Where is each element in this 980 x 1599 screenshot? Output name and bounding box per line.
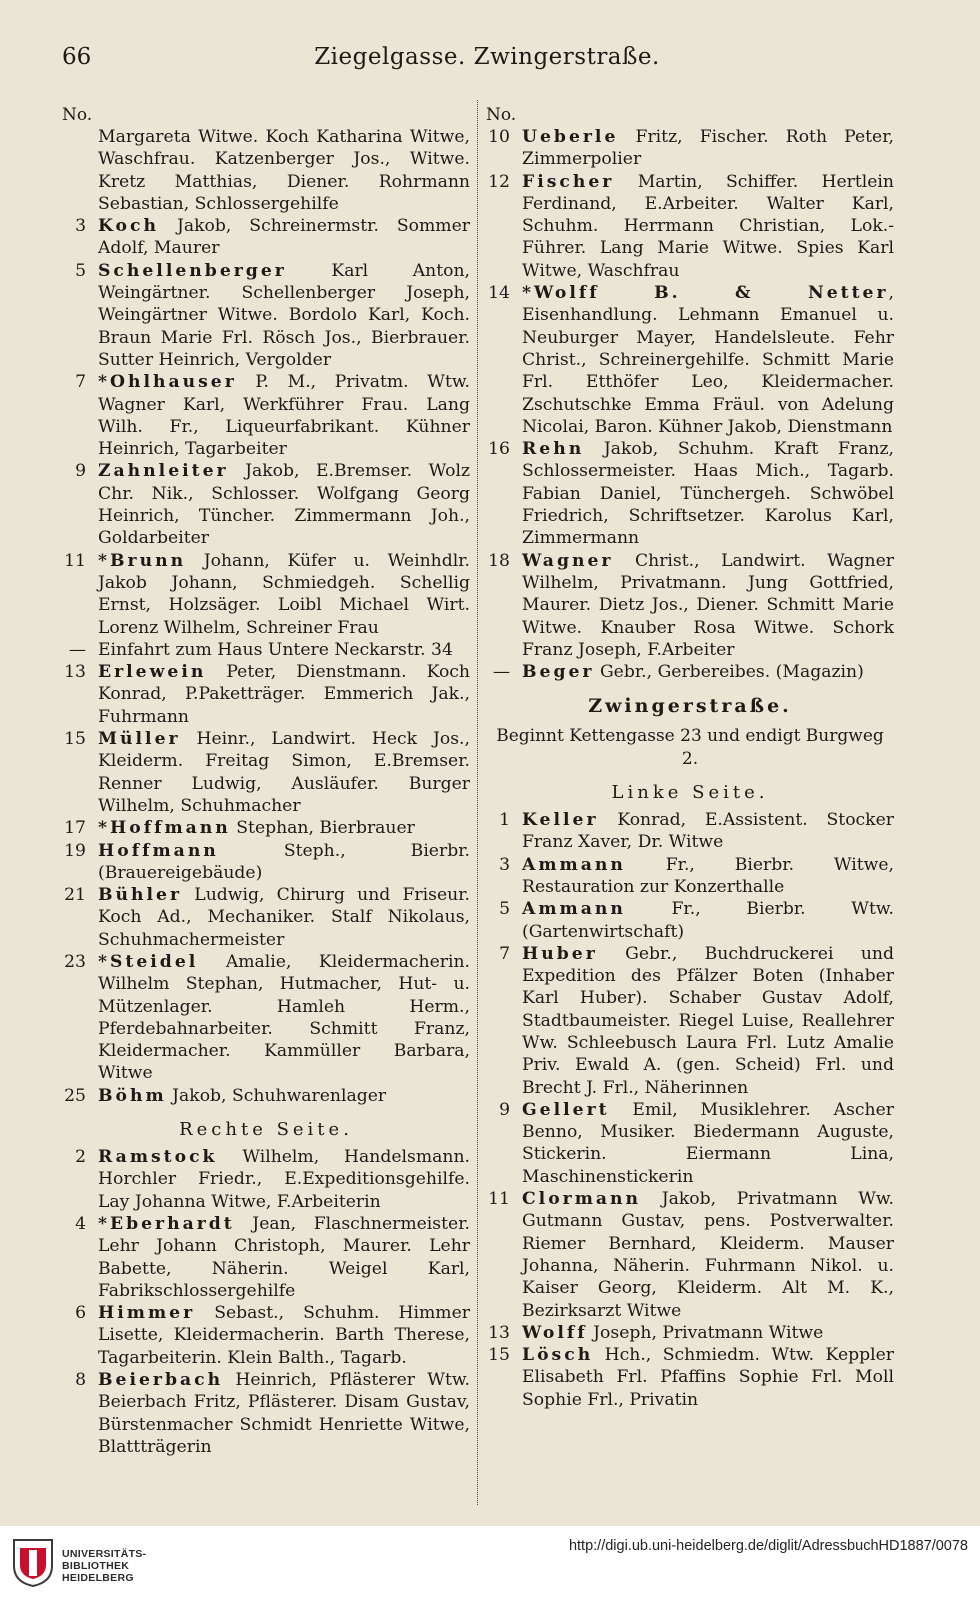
entry-text: Wilhelm, Handelsmann. Horchler Friedr., E.Expeditionsgehilfe. Lay Johanna Witwe, F.Arbeiterin <box>98 1147 470 1212</box>
house-number: 7 <box>75 372 86 393</box>
entry-lead-name: Lösch <box>522 1345 594 1366</box>
address-entry <box>62 728 470 817</box>
house-number: 15 <box>488 1345 510 1366</box>
right-entries-second <box>486 809 894 1411</box>
entry-text: Amalie, Kleidermacherin. Wilhelm Stephan, Hutmacher, Hut- u. Mützenlager. Hamleh Herm., Pferdebahnarbeiter. Schmitt Franz, Kleidermacher. Kammüller Barbara, Witwe <box>98 951 470 1084</box>
entry-lead-name: Hoffmann <box>98 840 219 861</box>
entry-lead-name: Beierbach <box>98 1370 224 1391</box>
address-entry <box>62 817 470 839</box>
entry-text: Steph., Bierbr. (Brauereigebäude) <box>98 840 470 883</box>
entry-text: Christ., Landwirt. Wagner Wilhelm, Privatmann. Jung Gottfried, Maurer. Dietz Jos., Diener. Schmitt Marie Witwe. Knauber Rosa Witwe. Schork Franz Joseph, F.Arbeiter <box>522 550 894 660</box>
entry-lead-name: *Steidel <box>98 951 199 972</box>
entry-text: Jean, Flaschnermeister. Lehr Johann Christoph, Maurer. Lehr Babette, Näherin. Weigel Karl, Fabrikschlossergehilfe <box>98 1213 470 1301</box>
entry-text: Joseph, Privatmann Witwe <box>587 1322 824 1343</box>
entry-text: Peter, Dienstmann. Koch Konrad, P.Paketträger. Emmerich Jak., Fuhrmann <box>98 662 470 727</box>
address-entry <box>62 639 470 661</box>
address-entry <box>62 1085 470 1107</box>
address-entry <box>486 1188 894 1322</box>
house-number: 21 <box>64 885 86 906</box>
entry-text: Sebast., Schuhm. Himmer Lisette, Kleidermacherin. Barth Therese, Tagarbeiterin. Klein Balth., Tagarb. <box>98 1303 470 1368</box>
footer-bar <box>0 1526 980 1599</box>
entry-lead-name: Clormann <box>522 1189 642 1210</box>
left-column <box>62 104 470 1504</box>
address-entry <box>62 1146 470 1213</box>
entry-text: Jakob, Schuhm. Kraft Franz, Schlossermeister. Haas Mich., Tagarb. Fabian Daniel, Tünchergeh. Schwöbel Friedrich, Schriftsetzer. Karolus Karl, Zimmermann <box>522 439 894 549</box>
house-number: 15 <box>64 729 86 750</box>
entry-text: Jakob, Privatmann Ww. Gutmann Gustav, pens. Postverwalter. Riemer Bernhard, Kleiderm. Mauser Johanna, Näherin. Fuhrmann Nikol. u. Kaiser Georg, Kleiderm. Alt M. K., Bezirksarzt Witwe <box>522 1189 894 1321</box>
logo-line: BIBLIOTHEK <box>62 1560 130 1572</box>
entry-text: Fr., Bierbr. Wtw. (Gartenwirtschaft) <box>522 899 894 942</box>
address-entry <box>486 661 894 683</box>
house-number: 9 <box>499 1099 510 1120</box>
left-entries-second <box>62 1146 470 1458</box>
entry-lead-name: Fischer <box>522 171 615 192</box>
address-entry <box>486 126 894 171</box>
entry-lead-name: Koch <box>98 216 159 237</box>
entry-text: Ludwig, Chirurg und Friseur. Koch Ad., Mechaniker. Stalf Nikolaus, Schuhmachermeister <box>98 885 470 950</box>
address-entry <box>62 1213 470 1302</box>
number-label: No. <box>486 105 517 125</box>
street-description: Beginnt Kettengasse 23 und endigt Burgweg 2. <box>496 726 884 769</box>
entry-lead-name: Himmer <box>98 1303 196 1324</box>
entry-text: P. M., Privatm. Wtw. Wagner Karl, Werkführer Frau. Lang Wilh. Fr., Liqueurfabrikant. Kühner Heinrich, Tagarbeiter <box>98 372 470 460</box>
house-number: 16 <box>488 439 510 460</box>
entry-text: Fritz, Fischer. Roth Peter, Zimmerpolier <box>522 127 894 170</box>
house-number: — <box>68 639 86 660</box>
address-entry <box>62 371 470 460</box>
number-label: No. <box>62 105 93 125</box>
entry-text: Stephan, Bierbrauer <box>230 818 415 839</box>
entry-lead-name: Ammann <box>522 854 626 875</box>
side-title-right: Rechte Seite. <box>179 1119 353 1141</box>
address-entry <box>62 1369 470 1458</box>
house-number: — <box>492 662 510 683</box>
address-entry <box>486 171 894 282</box>
address-entry <box>486 854 894 899</box>
address-entry <box>486 1099 894 1188</box>
address-entry <box>486 1322 894 1344</box>
entry-lead-name: Keller <box>522 810 599 831</box>
entry-lead-name: Ueberle <box>522 127 619 147</box>
logo-line: UNIVERSITÄTS- <box>62 1548 147 1560</box>
left-entries <box>62 126 470 1107</box>
house-number: 5 <box>75 260 86 281</box>
entry-lead-name: Beger <box>522 662 595 683</box>
entry-text: Heinr., Landwirt. Heck Jos., Kleiderm. Freitag Simon, E.Bremser. Renner Ludwig, Ausläufer. Burger Wilhelm, Schuhmacher <box>98 729 470 816</box>
house-number: 23 <box>64 951 86 972</box>
page-number: 66 <box>62 44 92 70</box>
logo-line: HEIDELBERG <box>62 1572 134 1584</box>
address-entry <box>486 550 894 661</box>
entry-lead-name: Böhm <box>98 1085 167 1106</box>
entry-text: Hch., Schmiedm. Wtw. Keppler Elisabeth Frl. Pfaffins Sophie Frl. Moll Sophie Frl., Privatin <box>522 1345 894 1410</box>
house-number: 5 <box>499 899 510 920</box>
entry-lead-name: Huber <box>522 943 598 964</box>
entry-text: Einfahrt zum Haus Untere Neckarstr. 34 <box>98 639 453 660</box>
house-number: 4 <box>75 1213 86 1234</box>
address-entry <box>62 951 470 1085</box>
street-title: Zwingerstraße. <box>588 695 792 718</box>
house-number: 8 <box>75 1370 86 1391</box>
entry-text: Johann, Küfer u. Weinhdlr. Jakob Johann, Schmiedgeh. Schellig Ernst, Holzsäger. Loibl Michael Wirt. Lorenz Wilhelm, Schreiner Frau <box>98 550 470 638</box>
house-number: 9 <box>75 461 86 482</box>
house-number: 2 <box>75 1147 86 1168</box>
house-number: 17 <box>64 818 86 839</box>
address-entry <box>62 661 470 728</box>
entry-lead-name: Erlewein <box>98 662 207 683</box>
entry-lead-name: Ammann <box>522 899 626 920</box>
entry-lead-name: *Eberhardt <box>98 1213 235 1234</box>
side-title-left: Linke Seite. <box>611 782 769 804</box>
address-entry <box>62 260 470 371</box>
entry-text: Fr., Bierbr. Witwe, Restauration zur Konzerthalle <box>522 854 894 897</box>
entry-text: , Eisenhandlung. Lehmann Emanuel u. Neuburger Mayer, Handelsleute. Fehr Christ., Schreinergehilfe. Schmitt Marie Frl. Etthöfer Leo, Kleidermacher. Zschutschke Emma Fräul. von Adelung Nicolai, Baron. Kühner Jakob, Dienstmann <box>522 283 894 437</box>
entry-text: Jakob, Schreinermstr. Sommer Adolf, Maurer <box>98 216 470 259</box>
entry-lead-name: Schellenberger <box>98 260 287 281</box>
running-title: Ziegelgasse. Zwingerstraße. <box>314 44 660 70</box>
library-logo-text <box>62 1548 146 1584</box>
address-entry <box>486 282 894 438</box>
entry-text: Jakob, E.Bremser. Wolz Chr. Nik., Schlosser. Wolfgang Georg Heinrich, Tüncher. Zimmermann Joh., Goldarbeiter <box>98 461 470 549</box>
house-number: 13 <box>488 1322 510 1343</box>
address-entry <box>486 943 894 1099</box>
entry-text: Gebr., Gerbereibes. (Magazin) <box>594 662 864 683</box>
house-number: 18 <box>488 550 510 571</box>
address-entry <box>486 809 894 854</box>
university-seal-icon <box>12 1536 54 1588</box>
entry-lead-name: *Wolff B. & Netter <box>522 283 889 304</box>
house-number: 19 <box>64 840 86 861</box>
house-number: 3 <box>499 854 510 875</box>
house-number: 12 <box>488 171 510 192</box>
entry-text: Gebr., Buchdruckerei und Expedition des Pfälzer Boten (Inhaber Karl Huber). Schaber Gustav Adolf, Stadtbaumeister. Riegel Luise, Reallehrer Ww. Schleebusch Laura Frl. Lutz Amalie Priv. Ewald A. (gen. Scheid) Frl. und Brecht J. Frl., Näherinnen <box>522 943 894 1098</box>
address-entry <box>62 884 470 951</box>
address-entry <box>62 126 470 215</box>
entry-lead-name: Müller <box>98 729 181 750</box>
house-number: 25 <box>64 1085 86 1106</box>
right-entries <box>486 126 894 683</box>
address-entry <box>486 438 894 549</box>
entry-text: Martin, Schiffer. Hertlein Ferdinand, E.Arbeiter. Walter Karl, Schuhm. Herrmann Christian, Lok.-Führer. Lang Marie Witwe. Spies Karl Witwe, Waschfrau <box>522 171 894 281</box>
house-number: 3 <box>75 216 86 237</box>
address-entry <box>62 460 470 549</box>
address-entry <box>486 1344 894 1411</box>
page-header <box>62 44 912 78</box>
entry-lead-name: Wolff <box>522 1322 588 1343</box>
house-number: 10 <box>488 127 510 147</box>
house-number: 7 <box>499 943 510 964</box>
entry-lead-name: Zahnleiter <box>98 461 229 482</box>
house-number: 11 <box>64 550 86 571</box>
house-number: 6 <box>75 1303 86 1324</box>
entry-lead-name: Rehn <box>522 439 585 460</box>
entry-lead-name: Bühler <box>98 885 183 906</box>
entry-text: Konrad, E.Assistent. Stocker Franz Xaver, Dr. Witwe <box>522 810 894 853</box>
address-entry <box>62 215 470 260</box>
address-entry <box>62 840 470 885</box>
house-number: 14 <box>488 283 510 304</box>
entry-text: Emil, Musiklehrer. Ascher Benno, Musiker. Biedermann Auguste, Stickerin. Eiermann Lina, Maschinenstickerin <box>522 1099 894 1187</box>
house-number: 1 <box>499 810 510 831</box>
source-url-link[interactable]: http://digi.ub.uni-heidelberg.de/diglit/AdressbuchHD1887/0078 <box>568 1538 968 1554</box>
entry-lead-name: *Hoffmann <box>98 818 231 839</box>
house-number: 13 <box>64 662 86 683</box>
right-column <box>486 104 894 1504</box>
address-entry <box>62 1302 470 1369</box>
address-entry <box>62 550 470 639</box>
entry-lead-name: *Ohlhauser <box>98 372 237 393</box>
entry-lead-name: Ramstock <box>98 1147 218 1168</box>
column-divider <box>477 100 478 1505</box>
entry-text: Heinrich, Pflästerer Wtw. Beierbach Fritz, Pflästerer. Disam Gustav, Bürstenmacher Schmidt Henriette Witwe, Blattträgerin <box>98 1370 470 1457</box>
entry-text: Margareta Witwe. Koch Katharina Witwe, Waschfrau. Katzenberger Jos., Witwe. Kretz Matthias, Diener. Rohrmann Sebastian, Schlossergehilfe <box>98 127 470 214</box>
entry-lead-name: Gellert <box>522 1099 610 1120</box>
entry-lead-name: *Brunn <box>98 550 187 571</box>
house-number: 11 <box>488 1189 510 1210</box>
address-entry <box>486 898 894 943</box>
entry-text: Jakob, Schuhwarenlager <box>166 1085 387 1106</box>
entry-lead-name: Wagner <box>522 550 614 571</box>
entry-text: Karl Anton, Weingärtner. Schellenberger Joseph, Weingärtner Witwe. Bordolo Karl, Koch. Braun Marie Frl. Rösch Jos., Bierbrauer. Sutter Heinrich, Vergolder <box>98 260 470 370</box>
